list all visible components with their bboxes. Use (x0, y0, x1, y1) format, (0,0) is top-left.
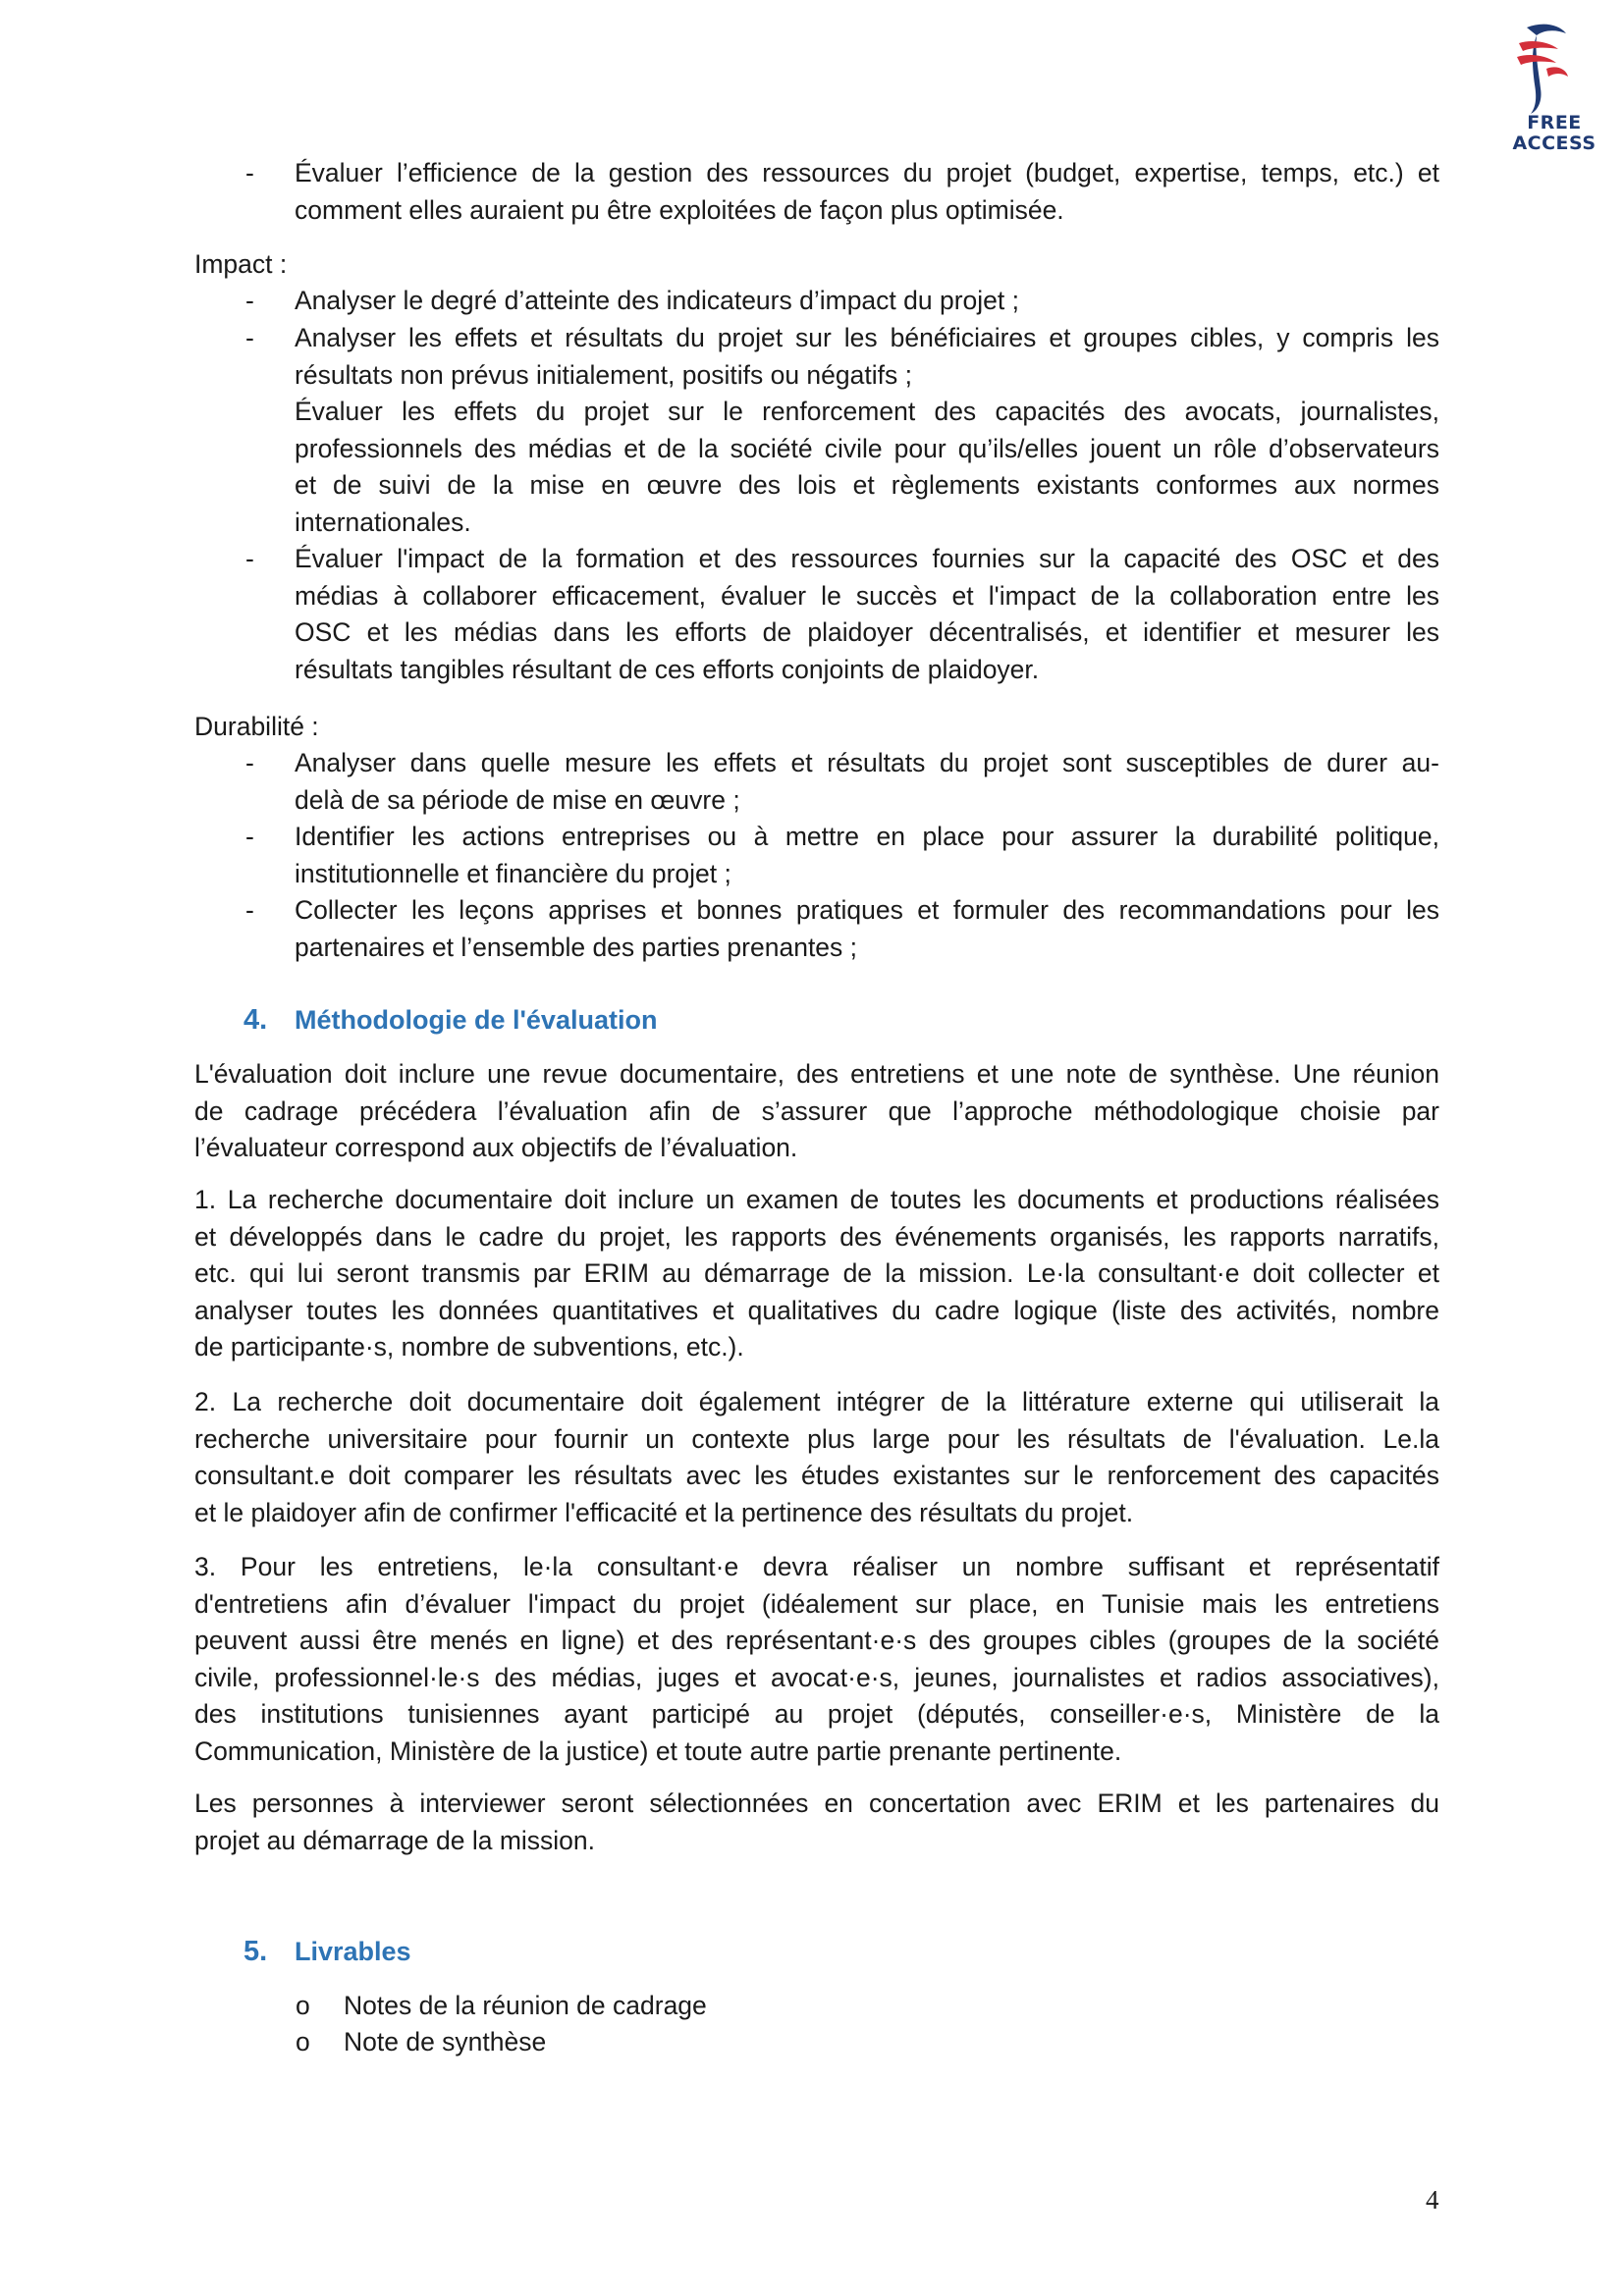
list-item: Collecter les leçons apprises et bonnes pratiques et formuler des recommandations pour les partenaires et l’ensemble des parties prenantes ; (295, 895, 1439, 962)
paragraph: 3. Pour les entretiens, le·la consultant·e devra réaliser un nombre suffisant et représentatif d'entretiens afin d’évaluer l'impact du projet (idéalement sur place, en Tunisie mais les entretiens peuvent aussi être menés en ligne) et des représentant·e·s des groupes cibles (groupes de la société civile, professionnel·le·s des médias, juges et avocat·e·s, jeunes, journalistes et radios associatives), des institutions tunisiennes ayant participé au projet (députés, conseiller·e·s, Ministère de la Communication, Ministère de la justice) et toute autre partie prenante pertinente. (194, 1552, 1439, 1766)
list-item: Notes de la réunion de cadrage (344, 1991, 707, 2020)
bullet-circle: o (296, 1991, 310, 2020)
bullet-circle: o (296, 2027, 310, 2056)
section-heading (243, 1934, 411, 1971)
logo-wordmark: FREE ACCESS (1512, 112, 1596, 154)
paragraph: 1. La recherche documentaire doit inclure un examen de toutes les documents et productions réalisées et développés dans le cadre du projet, les rapports des événements organisés, les rapports narratifs, etc. qui lui seront transmis par ERIM au démarrage de la mission. Le·la consultant·e doit collecter et analyser toutes les données quantitatives et qualitatives du cadre logique (liste des activités, nombre de participante·s, nombre de subventions, etc.). (194, 1185, 1439, 1362)
page-number: 4 (1426, 2185, 1439, 2215)
list-item: Analyser les effets et résultats du projet sur les bénéficiaires et groupes cibles, y compris les résultats non prévus initialement, positifs ou négatifs ; Évaluer les effets du projet sur le renforcement des capacités des avocats, journalistes, professionnels des médias et de la société civile pour qu’ils/elles jouent un rôle d’observateurs et de suivi de la mise en œuvre des lois et règlements existants conformes aux normes internationales. (295, 323, 1439, 537)
paragraph: L'évaluation doit inclure une revue documentaire, des entretiens et une note de synthèse. Une réunion de cadrage précédera l’évaluation afin de s’assurer que l’approche méthodologique choisie par l’évaluateur correspond aux objectifs de l’évaluation. (194, 1059, 1439, 1162)
bullet-dash: - (245, 544, 254, 573)
list-item: Note de synthèse (344, 2027, 547, 2056)
bullet-dash: - (245, 158, 254, 187)
section-number: 5. (243, 1936, 268, 1967)
bullet-dash: - (245, 822, 254, 851)
durabilite-label: Durabilité : (194, 712, 319, 741)
section-title: Livrables (295, 1937, 411, 1966)
list-item: Évaluer l’efficience de la gestion des ressources du projet (budget, expertise, temps, etc.) et comment elles auraient pu être exploitées de façon plus optimisée. (295, 158, 1439, 225)
list-item: Analyser dans quelle mesure les effets et résultats du projet sont susceptibles de durer au- delà de sa période de mise en œuvre ; (295, 748, 1439, 815)
impact-label: Impact : (194, 249, 288, 279)
paragraph: Les personnes à interviewer seront sélectionnées en concertation avec ERIM et les partenaires du projet au démarrage de la mission. (194, 1789, 1439, 1855)
section-number: 4. (243, 1004, 268, 1036)
section-heading (243, 1002, 657, 1040)
list-item: Analyser le degré d’atteinte des indicateurs d’impact du projet ; (295, 286, 1020, 315)
bullet-dash: - (245, 286, 254, 315)
list-item: Identifier les actions entreprises ou à mettre en place pour assurer la durabilité politique, institutionnelle et financière du projet ; (295, 822, 1439, 888)
section-title: Méthodologie de l'évaluation (295, 1005, 658, 1035)
bullet-dash: - (245, 323, 254, 352)
list-item: Évaluer l'impact de la formation et des ressources fournies sur la capacité des OSC et des médias à collaborer efficacement, évaluer le succès et l'impact de la collaboration entre les OSC et les médias dans les efforts de plaidoyer décentralisés, et identifier et mesurer les résultats tangibles résultant de ces efforts conjoints de plaidoyer. (295, 544, 1439, 684)
bullet-dash: - (245, 895, 254, 925)
paragraph: 2. La recherche doit documentaire doit également intégrer de la littérature externe qui utiliserait la recherche universitaire pour fournir un contexte plus large pour les résultats de l'évaluation. Le.la consultant.e doit comparer les résultats avec les études existantes sur le renforcement des capacités et le plaidoyer afin de confirmer l'efficacité et la pertinence des résultats du projet. (194, 1387, 1439, 1527)
bullet-dash: - (245, 748, 254, 777)
